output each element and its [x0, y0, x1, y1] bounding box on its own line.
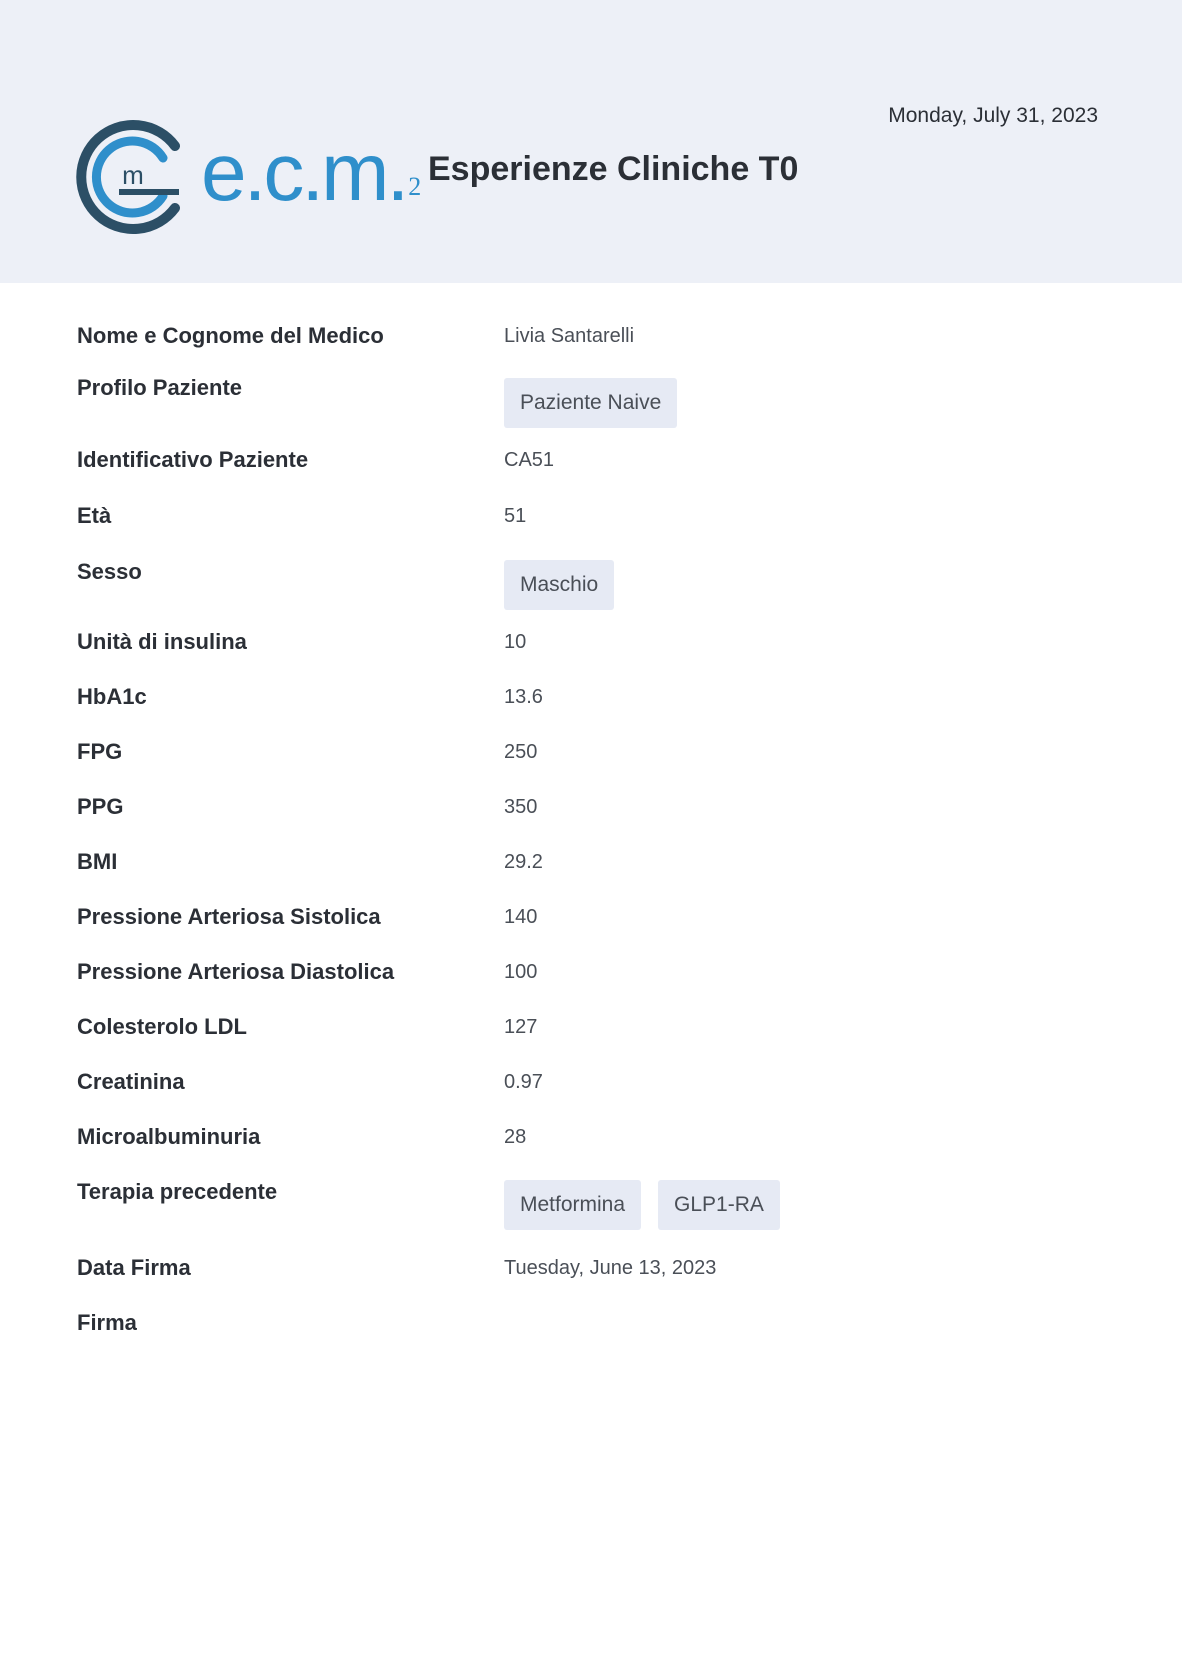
field-label: Data Firma	[77, 1255, 191, 1280]
field-label: BMI	[77, 849, 118, 874]
field-label: Microalbuminuria	[77, 1124, 261, 1149]
field-row-terapia	[77, 1172, 1107, 1248]
field-value: 100	[504, 961, 538, 983]
field-label: FPG	[77, 739, 123, 764]
field-row-identificativo	[77, 440, 1107, 496]
field-row-sistolica	[77, 897, 1107, 952]
header-date: Monday, July 31, 2023	[888, 104, 1098, 127]
field-row-creatinina	[77, 1062, 1107, 1117]
field-label: Identificativo Paziente	[77, 447, 309, 472]
field-value: 29.2	[504, 851, 543, 873]
field-row-eta	[77, 496, 1107, 552]
field-row-bmi	[77, 842, 1107, 897]
field-value: 10	[504, 631, 527, 653]
field-row-fpg	[77, 732, 1107, 787]
field-label: Firma	[77, 1310, 137, 1335]
field-label: Creatinina	[77, 1069, 185, 1094]
field-value: 13.6	[504, 686, 543, 708]
field-label: Età	[77, 503, 112, 528]
field-label: Nome e Cognome del Medico	[77, 323, 384, 348]
patient-fields	[77, 316, 1107, 1358]
field-label: Pressione Arteriosa Diastolica	[77, 959, 395, 984]
tag-chip: GLP1-RA	[658, 1180, 780, 1230]
field-label: Pressione Arteriosa Sistolica	[77, 904, 381, 929]
field-row-diastolica	[77, 952, 1107, 1007]
field-row-sesso	[77, 552, 1107, 622]
field-label: Unità di insulina	[77, 629, 247, 654]
field-row-firma	[77, 1303, 1107, 1358]
field-value: 127	[504, 1016, 538, 1038]
field-label: Terapia precedente	[77, 1179, 278, 1204]
field-value: 0.97	[504, 1071, 543, 1093]
ecm-logo	[75, 118, 418, 236]
logo-wordmark: e.c.m.$^2$	[201, 127, 419, 218]
field-row-insulina	[77, 622, 1107, 677]
field-value: Livia Santarelli	[504, 325, 635, 347]
field-label: Sesso	[77, 559, 142, 584]
field-label: Profilo Paziente	[77, 375, 243, 400]
field-value: 140	[504, 906, 538, 928]
ecm-logo-mark-icon	[75, 118, 195, 236]
field-row-profilo	[77, 368, 1107, 440]
document-title: Esperienze Cliniche T0	[428, 150, 799, 188]
field-value: CA51	[504, 449, 555, 471]
field-value: 28	[504, 1126, 527, 1148]
tag-chip: Metformina	[504, 1180, 641, 1230]
field-value: 51	[504, 505, 527, 527]
report-header	[0, 0, 1182, 283]
field-row-data-firma	[77, 1248, 1107, 1303]
field-value: 350	[504, 796, 538, 818]
field-label: Colesterolo LDL	[77, 1014, 247, 1039]
field-value: 250	[504, 741, 538, 763]
field-row-ppg	[77, 787, 1107, 842]
field-row-ldl	[77, 1007, 1107, 1062]
field-row-microalbuminuria	[77, 1117, 1107, 1172]
tag-chip: Maschio	[504, 560, 614, 610]
field-label: PPG	[77, 794, 124, 819]
tag-chip: Paziente Naive	[504, 378, 677, 428]
field-row-hba1c	[77, 677, 1107, 732]
field-label: HbA1c	[77, 684, 147, 709]
field-row-medico	[77, 316, 1107, 368]
logo-superscript: 2	[408, 172, 419, 201]
logo-mark-letter: m	[122, 160, 144, 190]
field-value: Tuesday, June 13, 2023	[504, 1257, 717, 1279]
